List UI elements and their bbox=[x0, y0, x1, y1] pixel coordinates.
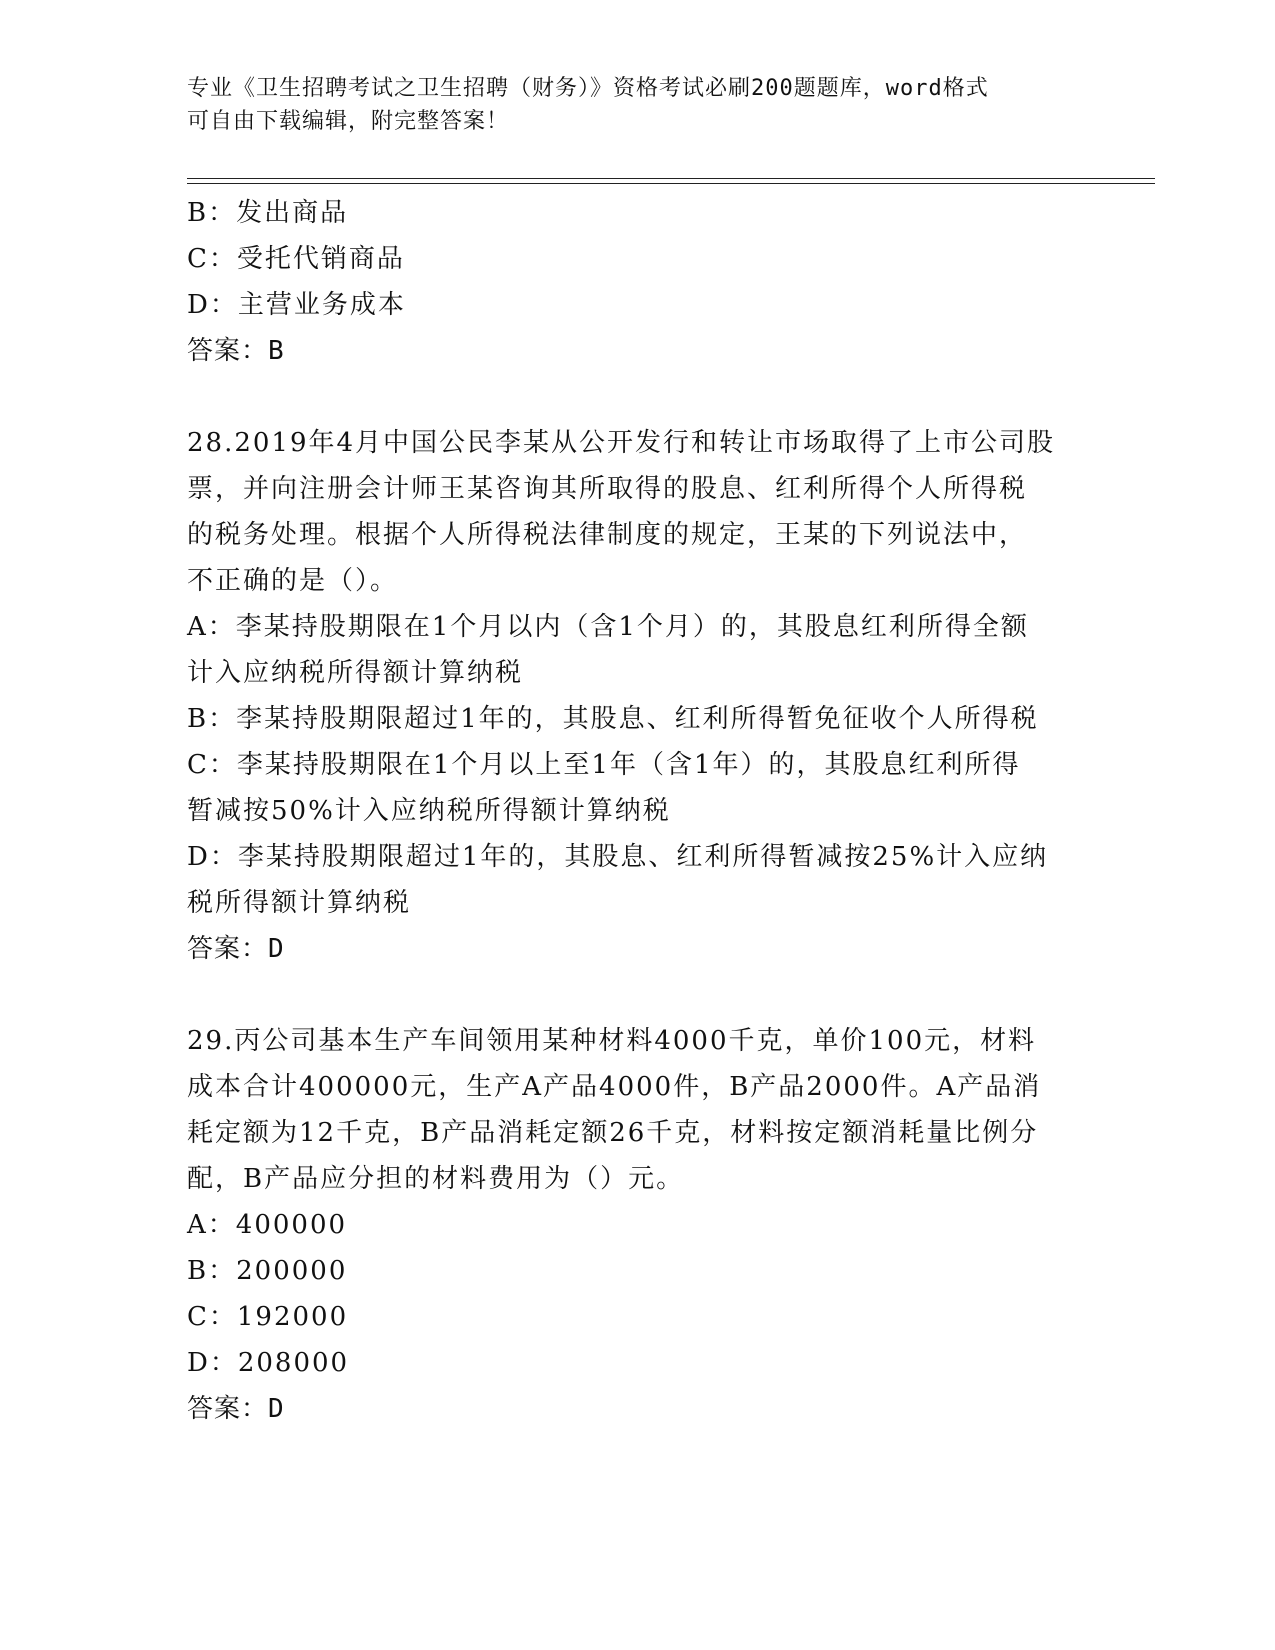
spacer bbox=[187, 972, 1087, 1018]
q27-option-d: D：主营业务成本 bbox=[187, 290, 406, 320]
question-28 bbox=[187, 420, 1087, 972]
q27-answer: 答案：B bbox=[187, 336, 285, 366]
q27-option-c: C：受托代销商品 bbox=[187, 244, 405, 274]
q29-stem-line: 耗定额为12千克，B产品消耗定额26千克，材料按定额消耗量比例分 bbox=[187, 1118, 1039, 1148]
q28-stem-line: 票，并向注册会计师王某咨询其所取得的股息、红利所得个人所得税 bbox=[187, 474, 1028, 504]
q28-answer: 答案：D bbox=[187, 934, 285, 964]
q28-stem-line: 不正确的是（）。 bbox=[187, 566, 399, 596]
q29-stem-line: 配，B产品应分担的材料费用为（）元。 bbox=[187, 1164, 685, 1194]
q28-stem-line: 的税务处理。根据个人所得税法律制度的规定，王某的下列说法中， bbox=[187, 520, 1028, 550]
document-header bbox=[187, 72, 1087, 138]
q29-option-d: D：208000 bbox=[187, 1348, 350, 1378]
q29-stem-line: 成本合计400000元，生产A产品4000件，B产品2000件。A产品消 bbox=[187, 1072, 1042, 1102]
question-29 bbox=[187, 1018, 1087, 1432]
q29-option-b: B：200000 bbox=[187, 1256, 348, 1286]
q28-option-c: C：李某持股期限在1个月以上至1年（含1年）的，其股息红利所得 bbox=[187, 750, 1021, 780]
header-line-2: 可自由下载编辑，附完整答案！ bbox=[187, 109, 510, 134]
question-content bbox=[187, 190, 1087, 1432]
q28-option-c-cont: 暂减按50%计入应纳税所得额计算纳税 bbox=[187, 796, 671, 826]
header-line-1: 专业《卫生招聘考试之卫生招聘（财务）》资格考试必刷200题题库，word格式 bbox=[187, 76, 989, 101]
q28-option-a-cont: 计入应纳税所得额计算纳税 bbox=[187, 658, 524, 688]
q28-stem-line: 28.2019年4月中国公民李某从公开发行和转让市场取得了上市公司股 bbox=[187, 428, 1056, 458]
spacer bbox=[187, 374, 1087, 420]
header-divider-top bbox=[187, 178, 1155, 179]
q29-option-a: A：400000 bbox=[187, 1210, 348, 1240]
q29-stem-line: 29.丙公司基本生产车间领用某种材料4000千克，单价100元，材料 bbox=[187, 1026, 1037, 1056]
q28-option-d: D：李某持股期限超过1年的，其股息、红利所得暂减按25%计入应纳 bbox=[187, 842, 1049, 872]
q28-option-d-cont: 税所得额计算纳税 bbox=[187, 888, 412, 918]
q27-option-b: B：发出商品 bbox=[187, 198, 349, 228]
q29-answer: 答案：D bbox=[187, 1394, 285, 1424]
header-divider-bottom bbox=[187, 183, 1155, 184]
q28-option-b: B：李某持股期限超过1年的，其股息、红利所得暂免征收个人所得税 bbox=[187, 704, 1039, 734]
q29-option-c: C：192000 bbox=[187, 1302, 349, 1332]
question-27 bbox=[187, 190, 1087, 374]
q28-option-a: A：李某持股期限在1个月以内（含1个月）的，其股息红利所得全额 bbox=[187, 612, 1029, 642]
